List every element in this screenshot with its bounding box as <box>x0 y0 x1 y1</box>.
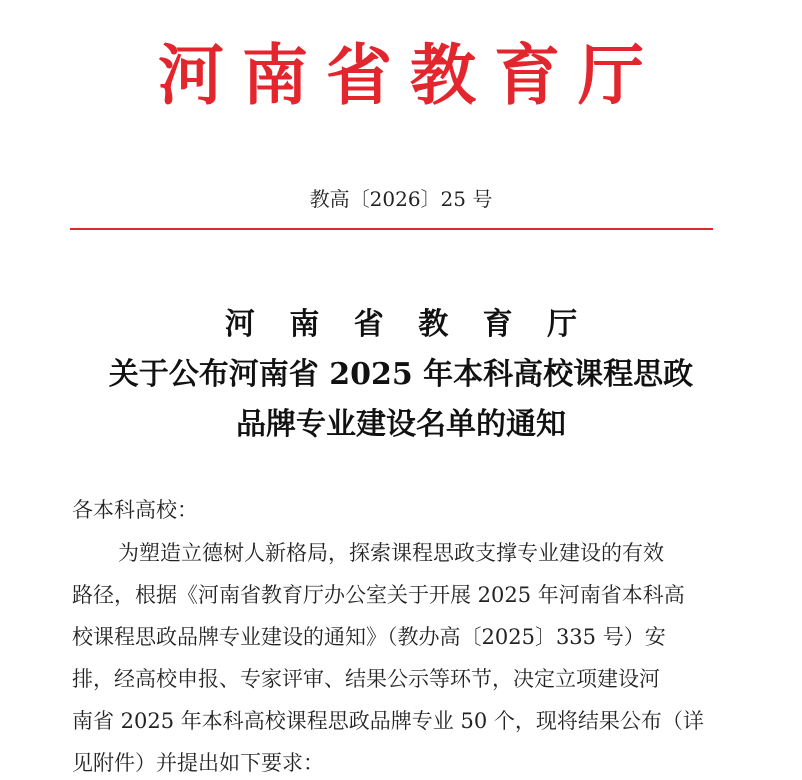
title-line-subject: 关于公布河南省 2025 年本科高校课程思政 <box>108 357 694 392</box>
salutation: 各本科高校： <box>72 498 198 522</box>
notice-title <box>0 300 802 450</box>
body-line: 南省 2025 年本科高校课程思政品牌专业 50 个，现将结果公布（详 <box>72 709 704 733</box>
document-number: 教高〔2026〕25 号 <box>309 187 493 211</box>
body-line: 见附件）并提出如下要求： <box>72 751 324 775</box>
title-line-subject-cont: 品牌专业建设名单的通知 <box>236 407 566 442</box>
body-line: 为塑造立德树人新格局，探索课程思政支撑专业建设的有效 <box>118 541 664 565</box>
body-line: 校课程思政品牌专业建设的通知》（教办高〔2025〕335 号）安 <box>72 625 666 649</box>
title-line-issuer: 河 南 省 教 育 厅 <box>224 307 590 342</box>
red-divider-line <box>70 228 713 230</box>
notice-body <box>72 488 722 780</box>
letterhead-title: 河南省教育厅 <box>158 36 662 114</box>
body-line: 排，经高校申报、专家评审、结果公示等环节，决定立项建设河 <box>72 667 660 691</box>
body-line: 路径，根据《河南省教育厅办公室关于开展 2025 年河南省本科高 <box>72 583 685 607</box>
